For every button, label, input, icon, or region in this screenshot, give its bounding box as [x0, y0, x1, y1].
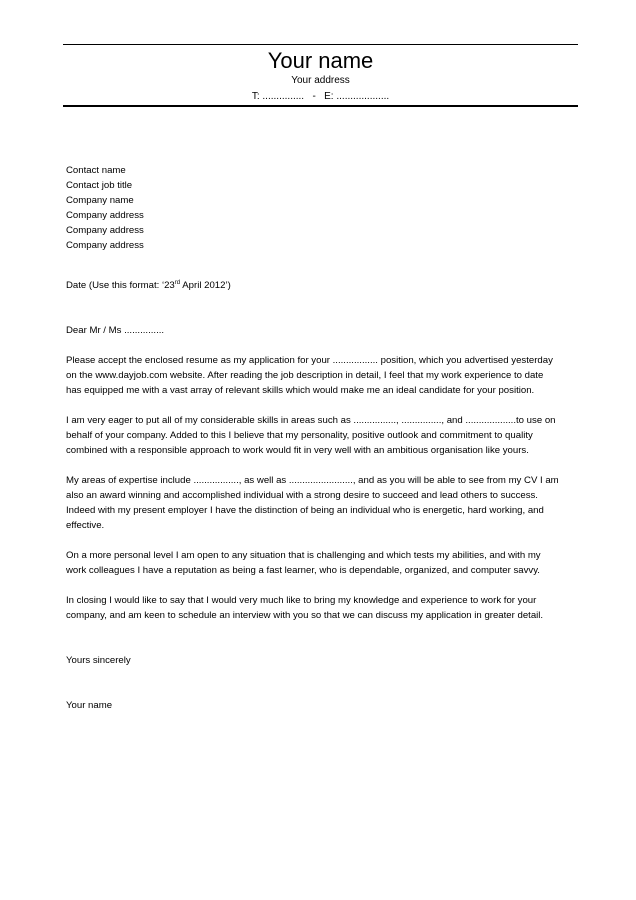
salutation [66, 323, 571, 338]
recipient-company-name: Company name [66, 195, 134, 206]
sender-address: Your address [291, 75, 350, 86]
header-bottom-rule [63, 105, 578, 107]
body-paragraph-4 [66, 548, 576, 578]
paragraph-line: behalf of your company. Added to this I believe that my personality, positive outlook and commitment to quality [66, 430, 533, 441]
paragraph-line: I am very eager to put all of my considerable skills in areas such as ................, ..............., and ...................to use on [66, 415, 556, 426]
sender-name: Your name [267, 48, 374, 73]
signature [66, 698, 571, 713]
body-paragraph-5 [66, 593, 576, 623]
recipient-company-address-3: Company address [66, 240, 144, 251]
salutation-text: Dear Mr / Ms ............... [66, 325, 165, 336]
paragraph-line: on the www.dayjob.com website. After reading the job description in detail, I feel that my work experience to date [66, 370, 544, 381]
date-suffix: April 2012’) [180, 280, 231, 291]
closing-text: Yours sincerely [66, 655, 131, 666]
phone-value: ............... [262, 91, 305, 102]
email-value: ................... [336, 91, 390, 102]
phone-label: T: [251, 91, 260, 102]
recipient-block [66, 163, 571, 253]
paragraph-line: My areas of expertise include ................., as well as ........................, and as you will be able to see from my CV I am [66, 475, 559, 486]
email-label: E: [324, 91, 334, 102]
header-top-rule [63, 44, 578, 45]
body-paragraph-1 [66, 353, 576, 398]
paragraph-line: On a more personal level I am open to any situation that is challenging and which tests my abilities, and with my [66, 550, 541, 561]
paragraph-line: effective. [66, 520, 105, 531]
paragraph-line: has equipped me with a vast array of relevant skills which would make me an ideal candidate for your position. [66, 385, 535, 396]
recipient-job-title: Contact job title [66, 180, 133, 191]
paragraph-line: work colleagues I have a reputation as being a fast learner, who is dependable, organized, and computer savvy. [66, 565, 540, 576]
sender-contact-line [63, 90, 578, 103]
date-ordinal: rd [174, 279, 181, 286]
contact-separator: - [312, 91, 316, 102]
paragraph-line: also an award winning and accomplished individual with a strong desire to succeed and lead others to success. [66, 490, 538, 501]
paragraph-line: In closing I would like to say that I would very much like to bring my knowledge and experience to work for your [66, 595, 537, 606]
recipient-contact-name: Contact name [66, 165, 126, 176]
date-line [66, 278, 571, 293]
paragraph-line: company, and am keen to schedule an interview with you so that we can discuss my application in greater detail. [66, 610, 544, 621]
signature-name: Your name [66, 700, 113, 711]
paragraph-line: Please accept the enclosed resume as my application for your ................. position, which you advertised yesterday [66, 355, 553, 366]
body-paragraph-2 [66, 413, 576, 458]
paragraph-line: Indeed with my present employer I have the distinction of being an individual who is energetic, hard working, and [66, 505, 544, 516]
body-paragraph-3 [66, 473, 576, 533]
recipient-company-address-2: Company address [66, 225, 144, 236]
paragraph-line: combined with a responsible approach to work would fit in very well with an ambitious organisation like yours. [66, 445, 529, 456]
recipient-company-address-1: Company address [66, 210, 144, 221]
date-prefix: Date (Use this format: ‘23 [66, 280, 175, 291]
closing [66, 653, 571, 668]
